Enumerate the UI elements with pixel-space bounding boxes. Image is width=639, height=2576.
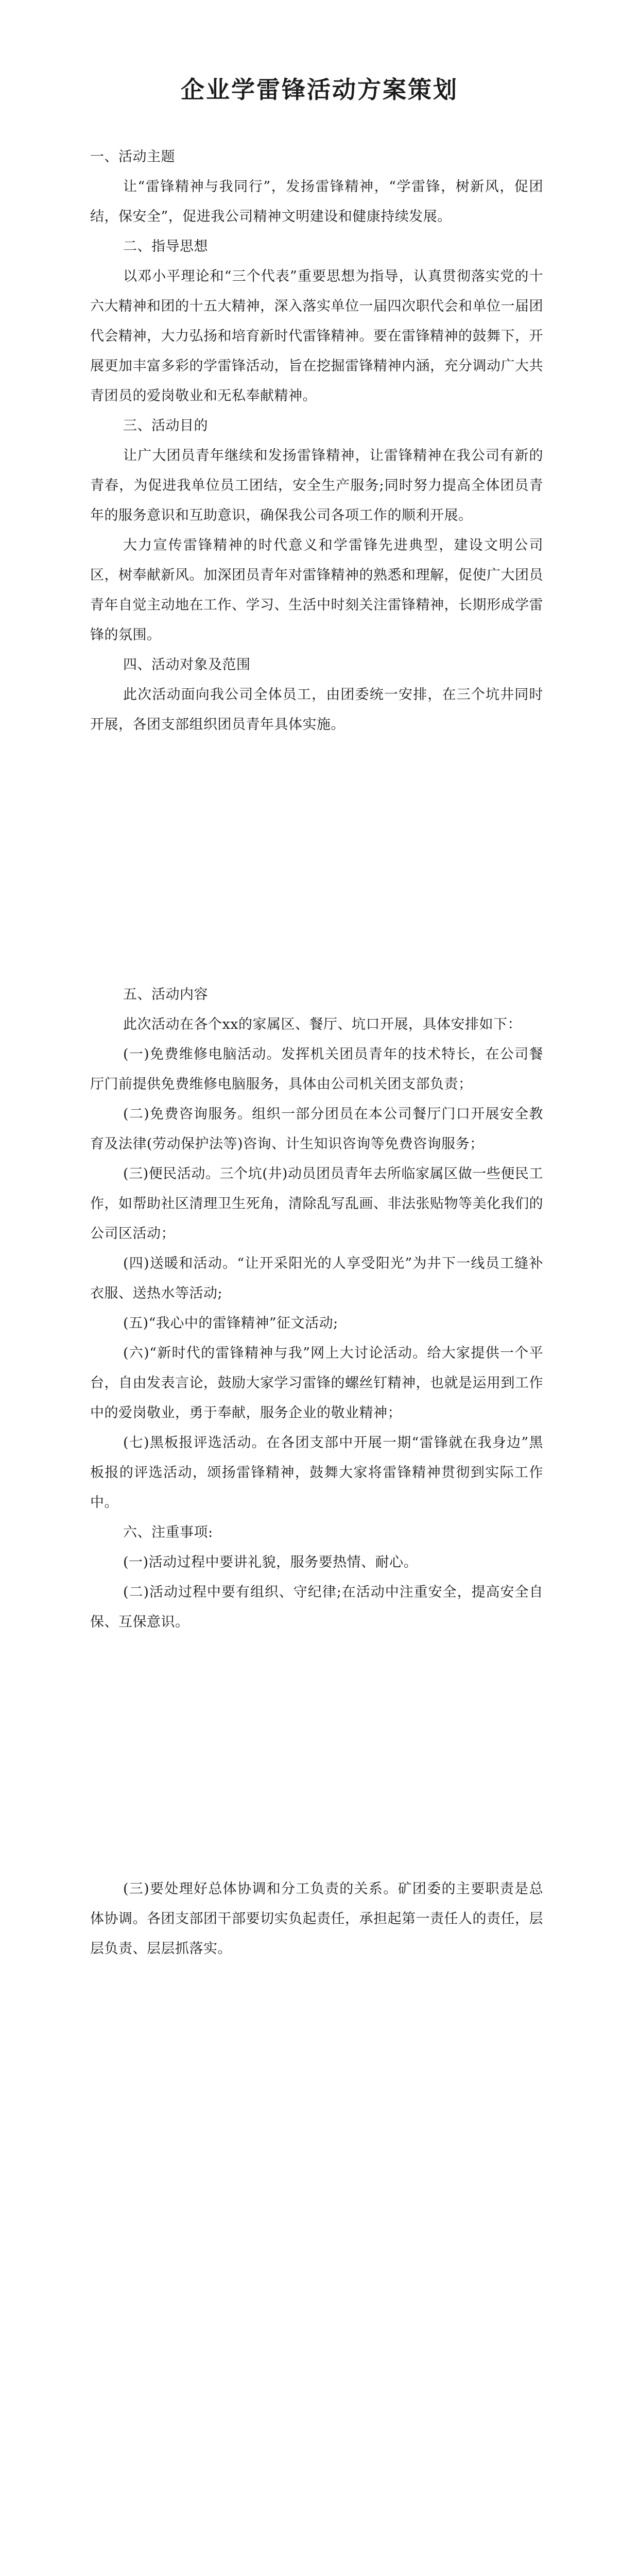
section-3-paragraph-1: 让广大团员青年继续和发扬雷锋精神，让雷锋精神在我公司有新的青春，为促进我单位员工团结，安全生产服务;同时努力提高全体团员青年的服务意识和互助意识，确保我公司各项工作的顺利开展。	[90, 448, 543, 523]
activity-item-5: (五)“我心中的雷锋精神”征文活动;	[123, 1315, 338, 1331]
sections-1-4	[90, 142, 543, 740]
section-2-heading: 二、指导思想	[123, 239, 208, 255]
activity-item-6: (六)“新时代的雷锋精神与我”网上大讨论活动。给大家提供一个平台，自由发表言论，鼓励大家学习雷锋的螺丝钉精神，也就是运用到工作中的爱岗敬业，勇于奉献，服务企业的敬业精神；	[90, 1345, 543, 1421]
activity-item-4: (四)送暖和活动。“让开采阳光的人享受阳光”为井下一线员工缝补衣服、送热水等活动;	[90, 1256, 543, 1301]
section-3-paragraph-2: 大力宣传雷锋精神的时代意义和学雷锋先进典型，建设文明公司区，树奉献新风。加深团员青年对雷锋精神的熟悉和理解，促使广大团员青年自觉主动地在工作、学习、生活中时刻关注雷锋精神，长期形成学雷锋的氛围。	[90, 537, 543, 643]
sections-5-6	[90, 980, 543, 1637]
section-6-continued	[90, 1874, 543, 1964]
section-5-heading: 五、活动内容	[123, 987, 208, 1003]
notice-item-1: (一)活动过程中要讲礼貌，服务要热情、耐心。	[123, 1554, 418, 1570]
section-3-heading: 三、活动目的	[123, 418, 208, 434]
section-1-paragraph: 让“雷锋精神与我同行”，发扬雷锋精神，“学雷锋，树新风，促团结，保安全”，促进我公司精神文明建设和健康持续发展。	[90, 179, 543, 225]
activity-item-1: (一)免费维修电脑活动。发挥机关团员青年的技术特长，在公司餐厅门前提供免费维修电脑服务，具体由公司机关团支部负责；	[90, 1046, 543, 1092]
section-6-heading: 六、注重事项:	[123, 1524, 213, 1540]
section-4-paragraph: 此次活动面向我公司全体员工，由团委统一安排，在三个坑井同时开展，各团支部组织团员青年具体实施。	[90, 687, 543, 733]
notice-item-3: (三)要处理好总体协调和分工负责的关系。矿团委的主要职责是总体协调。各团支部团干部要切实负起责任，承担起第一责任人的责任，层层负责、层层抓落实。	[90, 1881, 543, 1957]
section-4-heading: 四、活动对象及范围	[123, 657, 251, 673]
notice-item-2: (二)活动过程中要有组织、守纪律;在活动中注重安全，提高安全自保、互保意识。	[90, 1584, 543, 1630]
section-5-intro: 此次活动在各个xx的家属区、餐厅、坑口开展，具体安排如下：	[123, 1016, 522, 1032]
section-1-heading: 一、活动主题	[90, 149, 175, 165]
section-2-paragraph: 以邓小平理论和“三个代表”重要思想为指导，认真贯彻落实党的十六大精神和团的十五大精神，深入落实单位一届四次职代会和单位一届团代会精神，大力弘扬和培育新时代雷锋精神。要在雷锋精神的鼓舞下，开展更加丰富多彩的学雷锋活动，旨在挖掘雷锋精神内涵，充分调动广大共青团员的爱岗敬业和无私奉献精神。	[90, 268, 543, 404]
activity-item-7: (七)黑板报评选活动。在各团支部中开展一期“雷锋就在我身边”黑板报的评选活动，颂扬雷锋精神，鼓舞大家将雷锋精神贯彻到实际工作中。	[90, 1435, 543, 1511]
activity-item-2: (二)免费咨询服务。组织一部分团员在本公司餐厅门口开展安全教育及法律(劳动保护法等)咨询、计生知识咨询等免费咨询服务；	[90, 1106, 543, 1152]
document-title: 企业学雷锋活动方案策划	[181, 76, 458, 104]
activity-item-3: (三)便民活动。三个坑(井)动员团员青年去所临家属区做一些便民工作，如帮助社区清理卫生死角，清除乱写乱画、非法张贴物等美化我们的公司区活动；	[90, 1166, 543, 1242]
